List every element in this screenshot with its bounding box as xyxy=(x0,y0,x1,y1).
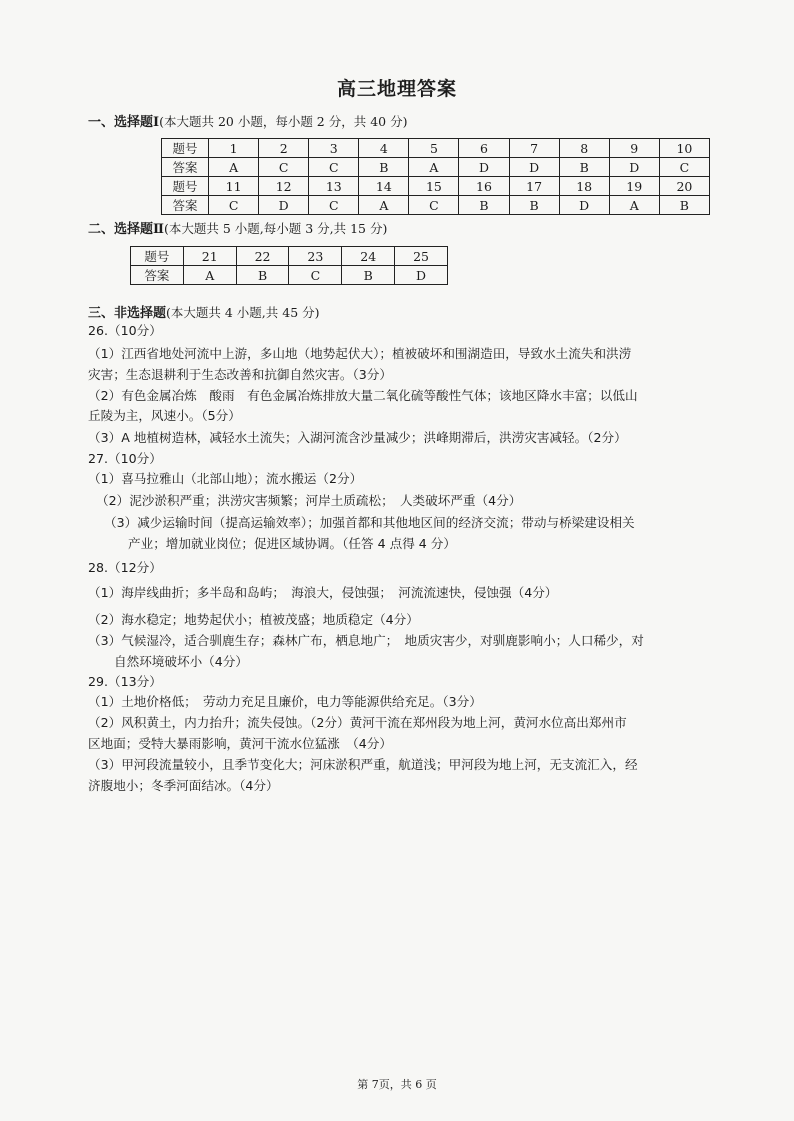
table-cell: 16 xyxy=(459,177,509,196)
multiple-choice-table-2 xyxy=(130,246,448,285)
answer-line: 灾害；生态退耕利于生态改善和抗御自然灾害。（3分） xyxy=(88,367,392,382)
section-3-title: 三、非选择题 xyxy=(88,306,167,321)
table-cell: 7 xyxy=(509,139,559,158)
table-cell: 20 xyxy=(659,177,709,196)
answer-line: （3）甲河段流量较小，且季节变化大；河床淤积严重，航道浅；甲河段为地上河，无支流汇入，经 xyxy=(88,757,638,772)
table-cell: B xyxy=(659,196,709,215)
section-1-title: 一、选择题Ⅰ xyxy=(88,115,160,130)
page-footer: 第 7页，共 6 页 xyxy=(357,1078,437,1091)
row-header-cell: 题号 xyxy=(162,139,209,158)
table-cell: 15 xyxy=(409,177,459,196)
table-cell: 24 xyxy=(342,247,395,266)
answer-line: 区地面；受特大暴雨影响，黄河干流水位猛涨 （4分） xyxy=(88,736,392,751)
table-cell: B xyxy=(459,196,509,215)
table-cell: A xyxy=(183,266,236,285)
table-cell: B xyxy=(236,266,289,285)
table-cell: 5 xyxy=(409,139,459,158)
section-1-heading xyxy=(88,111,407,130)
answer-line: 丘陵为主，风速小。（5分） xyxy=(88,408,241,423)
table-cell: 8 xyxy=(559,139,609,158)
table-cell: D xyxy=(509,158,559,177)
table-row xyxy=(162,139,710,158)
table-cell: 2 xyxy=(259,139,309,158)
table-cell: A xyxy=(609,196,659,215)
table-cell: 25 xyxy=(395,247,448,266)
table-cell: 4 xyxy=(359,139,409,158)
answer-line: （2）泥沙淤积严重；洪涝灾害频繁；河岸土质疏松； 人类破坏严重（4分） xyxy=(96,493,522,508)
row-header-cell: 答案 xyxy=(162,196,209,215)
table-row xyxy=(162,158,710,177)
table-cell: B xyxy=(559,158,609,177)
page-title: 高三地理答案 xyxy=(336,78,457,100)
table-row xyxy=(162,196,710,215)
table-cell: 6 xyxy=(459,139,509,158)
answer-line: （1）海岸线曲折；多半岛和岛屿； 海浪大，侵蚀强； 河流流速快，侵蚀强（4分） xyxy=(88,585,558,600)
table-cell: D xyxy=(609,158,659,177)
table-cell: 13 xyxy=(309,177,359,196)
q26-heading: 26.（10分） xyxy=(88,323,162,338)
table-cell: C xyxy=(659,158,709,177)
table-cell: A xyxy=(359,196,409,215)
table-cell: 10 xyxy=(659,139,709,158)
table-cell: C xyxy=(259,158,309,177)
table-cell: 22 xyxy=(236,247,289,266)
row-header-cell: 答案 xyxy=(131,266,184,285)
table-cell: 14 xyxy=(359,177,409,196)
answer-line: （2）风积黄土，内力抬升；流失侵蚀。（2分）黄河干流在郑州段为地上河，黄河水位高出郑州市 xyxy=(88,715,627,730)
table-cell: 21 xyxy=(183,247,236,266)
answer-line: （1）江西省地处河流中上游，多山地（地势起伏大）；植被破坏和围湖造田，导致水土流失和洪涝 xyxy=(88,346,632,361)
section-1-note: (本大题共 20 小题，每小题 2 分，共 40 分) xyxy=(159,114,408,129)
answer-line: （3）A 地植树造林，减轻水土流失；入湖河流含沙量减少；洪峰期滞后，洪涝灾害减轻。（2分） xyxy=(88,430,627,445)
table-cell: 23 xyxy=(289,247,342,266)
row-header-cell: 题号 xyxy=(162,177,209,196)
multiple-choice-table-1 xyxy=(161,138,710,215)
q28-heading: 28.（12分） xyxy=(88,560,162,575)
answer-line: （1）喜马拉雅山（北部山地）；流水搬运（2分） xyxy=(88,471,363,486)
table-cell: B xyxy=(359,158,409,177)
table-cell: 11 xyxy=(209,177,259,196)
section-3-note: (本大题共 4 小题,共 45 分) xyxy=(166,305,320,320)
answer-line: 济腹地小；冬季河面结冰。（4分） xyxy=(88,778,279,793)
table-cell: 3 xyxy=(309,139,359,158)
row-header-cell: 答案 xyxy=(162,158,209,177)
table-cell: D xyxy=(395,266,448,285)
answer-line: 产业；增加就业岗位；促进区域协调。（任答 4 点得 4 分） xyxy=(128,536,456,551)
table-cell: 9 xyxy=(609,139,659,158)
table-cell: 19 xyxy=(609,177,659,196)
table-cell: 17 xyxy=(509,177,559,196)
table-cell: C xyxy=(309,196,359,215)
table-row xyxy=(162,177,710,196)
answer-line: （2）海水稳定；地势起伏小；植被茂盛；地质稳定（4分） xyxy=(88,612,419,627)
section-2-heading xyxy=(88,218,387,237)
section-3-heading xyxy=(88,302,320,321)
table-cell: 18 xyxy=(559,177,609,196)
answer-line: 自然环境破坏小（4分） xyxy=(114,654,248,669)
answer-line: （3）减少运输时间（提高运输效率）；加强首都和其他地区间的经济交流；带动与桥梁建设相关 xyxy=(104,515,635,530)
table-cell: 1 xyxy=(209,139,259,158)
row-header-cell: 题号 xyxy=(131,247,184,266)
section-2-title: 二、选择题Ⅱ xyxy=(88,222,164,237)
table-row xyxy=(131,247,448,266)
table-cell: D xyxy=(259,196,309,215)
table-cell: A xyxy=(209,158,259,177)
q27-heading: 27.（10分） xyxy=(88,451,162,466)
table-cell: C xyxy=(309,158,359,177)
table-cell: B xyxy=(509,196,559,215)
table-cell: D xyxy=(559,196,609,215)
answer-line: （2）有色金属冶炼 酸雨 有色金属冶炼排放大量二氧化硫等酸性气体；该地区降水丰富；以低山 xyxy=(88,388,638,403)
answer-line: （1）土地价格低； 劳动力充足且廉价，电力等能源供给充足。（3分） xyxy=(88,694,482,709)
table-cell: C xyxy=(409,196,459,215)
answer-line: （3）气候湿冷，适合驯鹿生存；森林广布，栖息地广； 地质灾害少，对驯鹿影响小；人口稀少，对 xyxy=(88,633,644,648)
table-cell: C xyxy=(289,266,342,285)
table-cell: B xyxy=(342,266,395,285)
table-cell: C xyxy=(209,196,259,215)
q29-heading: 29.（13分） xyxy=(88,674,162,689)
section-2-note: (本大题共 5 小题,每小题 3 分,共 15 分) xyxy=(163,221,388,236)
table-cell: D xyxy=(459,158,509,177)
table-row xyxy=(131,266,448,285)
table-cell: 12 xyxy=(259,177,309,196)
table-cell: A xyxy=(409,158,459,177)
